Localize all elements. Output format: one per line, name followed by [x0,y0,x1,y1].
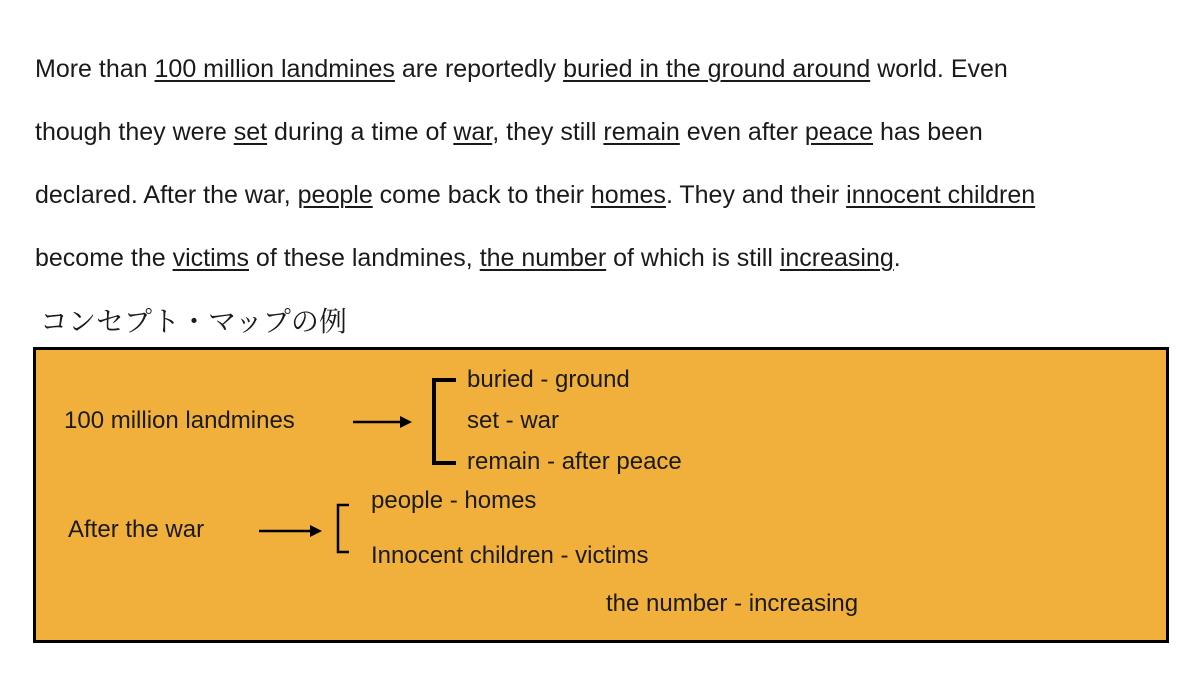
group2-source: After the war [68,516,205,543]
passage-text: become the [35,244,173,272]
bracket-icon [434,380,456,463]
underlined-phrase: set [233,118,268,146]
passage-text: More than [35,55,155,83]
underlined-phrase: peace [804,118,874,146]
passage-text: come back to their [372,181,591,209]
underlined-phrase: increasing [779,244,894,272]
group1-item-3: remain - after peace [467,448,682,475]
group1-item-1: buried - ground [467,366,630,393]
passage-text: . They and their [665,181,847,209]
passage-line-2 [35,117,983,147]
underlined-phrase: remain [603,118,680,146]
underlined-phrase: innocent children [846,181,1036,209]
arrow-right-icon [259,525,322,537]
bracket-icon [338,505,349,552]
underlined-phrase: 100 million landmines [154,55,395,83]
passage-text: declared. After the war, [35,181,298,209]
underlined-phrase: homes [590,181,666,209]
passage-line-3 [35,180,1035,210]
extra-pair: the number - increasing [606,590,859,617]
passage-line-1 [35,54,1008,84]
passage-text: of which is still [606,244,780,272]
group1-source: 100 million landmines [64,407,295,434]
group1-item-2: set - war [467,407,560,434]
passage-text: , they still [492,118,604,146]
passage-text: . [893,244,901,272]
passage-text: of these landmines, [248,244,480,272]
underlined-phrase: the number [479,244,607,272]
passage-text: during a time of [267,118,454,146]
group2-item-1: people - homes [371,487,537,514]
underlined-phrase: buried in the ground around [563,55,871,83]
underlined-phrase: victims [172,244,249,272]
passage-text: though they were [35,118,234,146]
concept-map-heading: コンセプト・マップの例 [40,305,347,338]
arrow-right-icon [353,416,412,428]
underlined-phrase: people [297,181,373,209]
passage-text: are reportedly [394,55,564,83]
passage-text: has been [873,118,983,146]
passage-line-4 [35,243,901,273]
group2-item-2: Innocent children - victims [371,542,649,569]
underlined-phrase: war [453,118,493,146]
passage-text: even after [679,118,805,146]
concept-map-box [33,347,1169,643]
passage-text: world. Even [870,55,1008,83]
